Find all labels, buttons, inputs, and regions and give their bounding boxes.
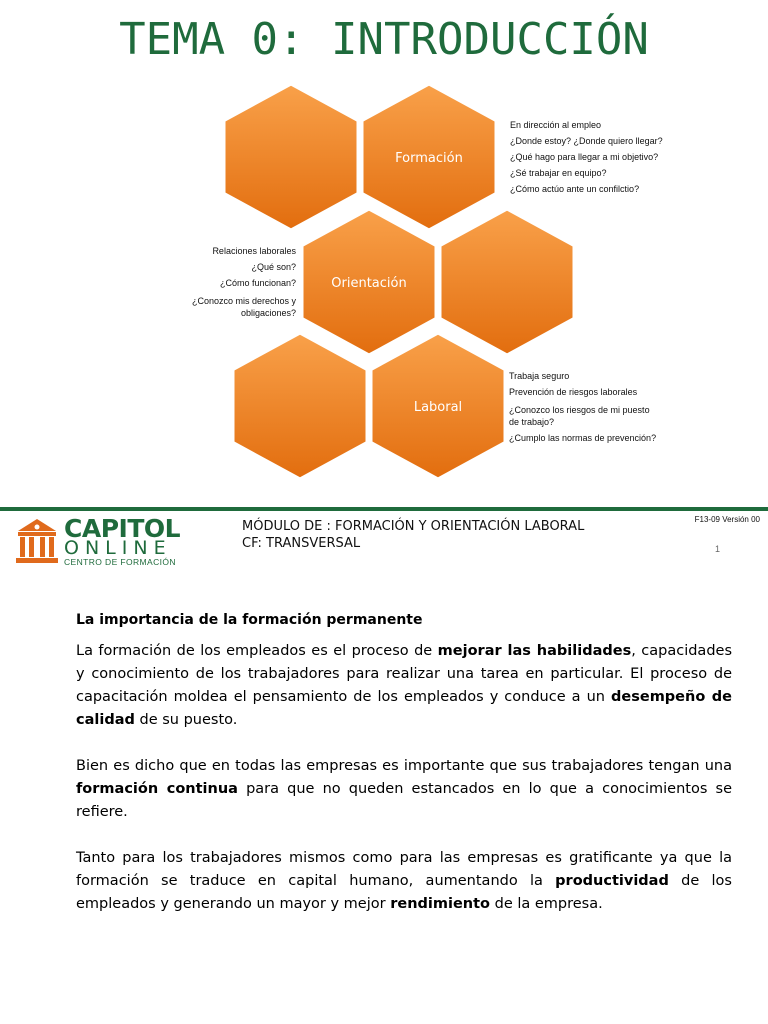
note-item: obligaciones?: [240, 308, 296, 318]
note-item: ¿Cómo actúo ante un confilctio?: [510, 184, 640, 194]
text-run: Bien es dicho que en todas las empresas es importante que sus trabajadores tengan una: [76, 758, 732, 774]
bold-run: rendimiento: [390, 896, 490, 912]
doc-heading: La importancia de la formación permanente: [76, 612, 423, 628]
logo-online: ONLINE: [64, 537, 172, 559]
note-item: ¿Conozco mis derechos y: [191, 296, 296, 306]
note-item: ¿Qué son?: [251, 262, 296, 272]
laboral-notes: [509, 368, 656, 446]
note-item: Trabaja seguro: [509, 371, 570, 381]
hex-blank: [233, 333, 367, 479]
cf-name: CF: TRANSVERSAL: [242, 536, 361, 551]
note-item: ¿Cómo funcionan?: [219, 278, 296, 288]
text-run: para que no queden estancados en lo que a conocimientos se refiere.: [76, 781, 732, 820]
module-name: MÓDULO DE : FORMACIÓN Y ORIENTACIÓN LABORAL: [242, 519, 585, 534]
note-item: ¿Conozco los riesgos de mi puesto: [509, 405, 650, 415]
note-item: ¿Donde estoy? ¿Donde quiero llegar?: [510, 136, 663, 146]
hex-blank: [440, 209, 574, 355]
text-run: de los empleados y generando un mayor y mejor: [76, 873, 732, 912]
slide-title: TEMA 0: INTRODUCCIÓN: [119, 14, 649, 65]
version-code: F13-09 Versión 00: [694, 515, 760, 524]
hex-label: Formación: [395, 151, 463, 166]
note-item: de trabajo?: [509, 417, 555, 427]
bold-run: mejorar las habilidades: [437, 643, 632, 659]
hex-label: Orientación: [331, 276, 407, 291]
document-body: [76, 612, 732, 939]
text-run: Tanto para los trabajadores mismos como para las empresas es gratificante ya que la formación se traduce en capital humano, aumentando la: [76, 850, 732, 889]
bold-run: formación continua: [76, 781, 238, 797]
page-number: 1: [715, 544, 721, 554]
bold-run: desempeño de calidad: [76, 689, 732, 728]
paragraph-2: [76, 755, 732, 824]
formacion-notes: [510, 117, 663, 197]
note-item: Relaciones laborales: [212, 246, 296, 256]
hex-label: Laboral: [413, 400, 463, 415]
footer-module: [242, 518, 584, 552]
text-run: de su puesto.: [134, 712, 238, 728]
note-item: ¿Qué hago para llegar a mi objetivo?: [510, 152, 659, 162]
footer-rule: [0, 507, 768, 511]
orientacion-notes: [150, 243, 296, 319]
text-run: , capacidades y conocimiento de los trabajadores para realizar una tarea en particular. El proceso de capacitación moldea el pensamiento de los empleados y conduce a un: [76, 643, 732, 705]
logo-capitol: CAPITOL: [64, 514, 181, 543]
note-item: Prevención de riesgos laborales: [509, 387, 638, 397]
logo-subtitle: CENTRO DE FORMACIÓN: [64, 557, 176, 567]
note-item: En dirección al empleo: [510, 120, 602, 130]
note-item: ¿Sé trabajar en equipo?: [510, 168, 607, 178]
paragraph-3: [76, 847, 732, 916]
paragraph-1: [76, 640, 732, 732]
text-run: de la empresa.: [490, 896, 603, 912]
note-item: ¿Cumplo las normas de prevención?: [509, 433, 657, 443]
text-run: La formación de los empleados es el proceso de: [76, 643, 438, 659]
hex-blank: [224, 84, 358, 230]
building-logo-icon: [12, 515, 62, 565]
bold-run: productividad: [555, 873, 669, 889]
